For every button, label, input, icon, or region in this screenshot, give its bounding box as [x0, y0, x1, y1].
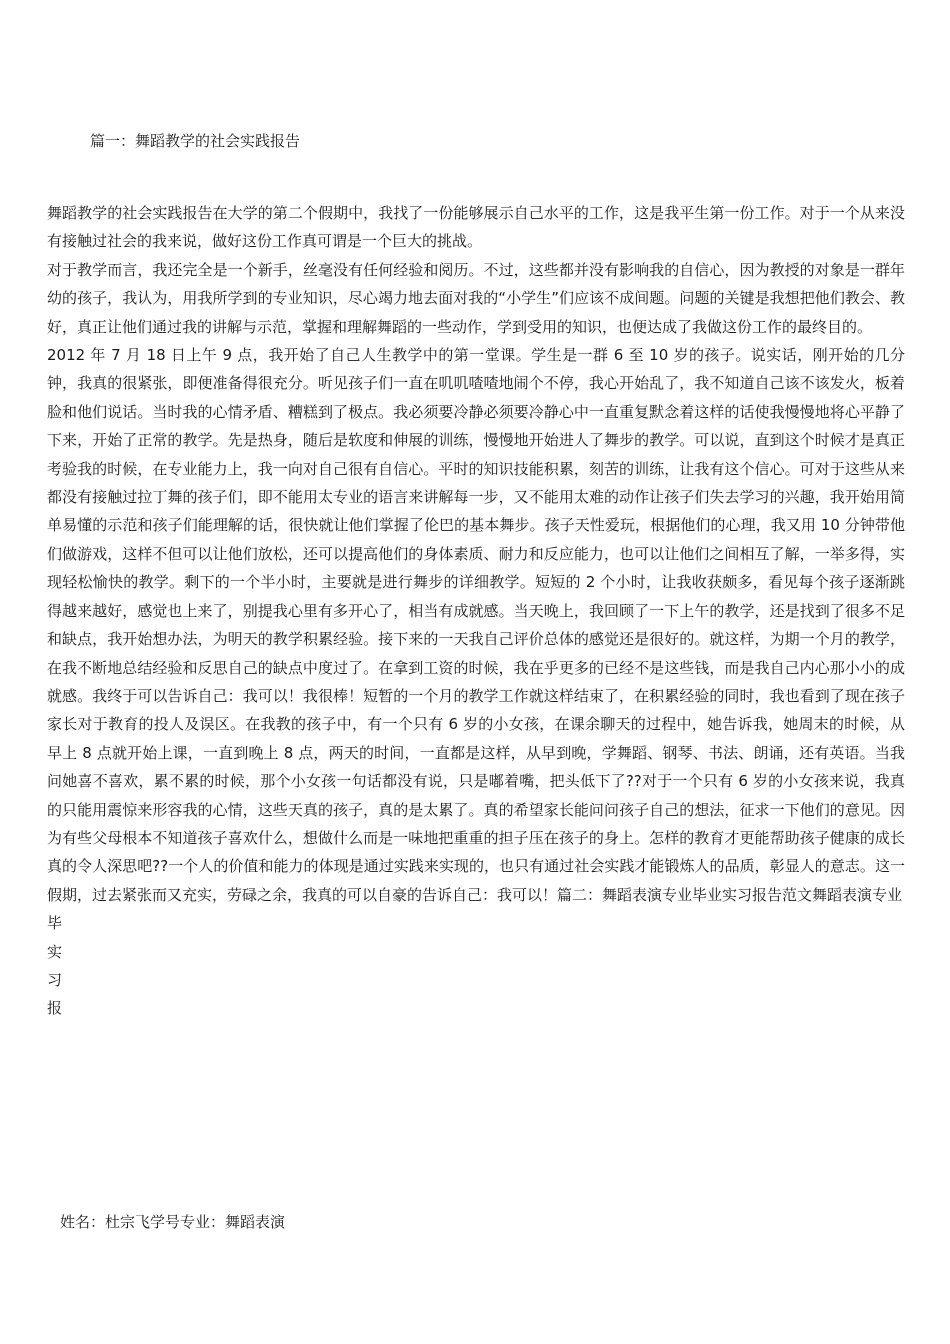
- document-title: 篇一：舞蹈教学的社会实践报告: [90, 132, 301, 150]
- vertical-char: 毕: [47, 914, 63, 933]
- paragraph-intro: 舞蹈教学的社会实践报告在大学的第二个假期中，我找了一份能够展示自己水平的工作，这是我平生第一份工作。对于一个从来没有接触过社会的我来说，做好这份工作真可谓是一个巨大的挑战。: [47, 204, 905, 251]
- document-body: [47, 199, 905, 1023]
- footer-info: 姓名：杜宗飞学号专业：舞蹈表演: [60, 1213, 286, 1231]
- vertical-char: 实: [47, 942, 63, 961]
- vertical-char: 报: [47, 999, 63, 1018]
- vertical-char: 习: [47, 970, 63, 989]
- paragraph-first-class: 2012 年 7 月 18 日上午 9 点，我开始了自己人生教学中的第一堂课。学生是一群 6 至 10 岁的孩子。说实话，刚开始的几分钟，我真的很紧张，即便准备得很充分。听见孩子们一直在叽叽喳喳地闹个不停，我心开始乱了，我不知道自己该不该发火，板着脸和他们说话。当时我的心情矛盾、糟糕到了极点。我必须要冷静必须要冷静心中一直重复默念着这样的话使我慢慢地将心平静了下来，开始了正常的教学。先是热身，随后是软度和伸展的训练，慢慢地开始进人了舞步的教学。可以说，直到这个时候才是真正考验我的时候，在专业能力上，我一向对自己很有自信心。平时的知识技能积累，刻苦的训练，让我有这个信心。可对于这些从来都没有接触过拉丁舞的孩子们，即不能用太专业的语言来讲解每一步，又不能用太难的动作让孩子们失去学习的兴趣，我开始用简单易懂的示范和孩子们能理解的话，很快就让他们掌握了伦巴的基本舞步。孩子天性爱玩，根据他们的心理，我又用 10 分钟带他们做游戏，这样不但可以让他们放松，还可以提高他们的身体素质、耐力和反应能力，也可以让他们之间相互了解，一举多得，实现轻松愉快的教学。剩下的一个半小时，主要就是进行舞步的详细教学。短短的 2 个小时，让我收获颇多，看见每个孩子逐渐跳得越来越好，感觉也上来了，别提我心里有多开心了，相当有成就感。当天晚上，我回顾了一下上午的教学，还是找到了很多不足和缺点，我开始想办法，为明天的教学积累经验。接下来的一天我自己评价总体的感觉还是很好的。就这样，为期一个月的教学，在我不断地总结经验和反思自己的缺点中度过了。在拿到工资的时候，我在乎更多的已经不是这些钱，而是我自己内心那小小的成就感。我终于可以告诉自己：我可以！我很棒！短暂的一个月的教学工作就这样结束了，在积累经验的同时，我也看到了现在孩子家长对于教育的投人及误区。在我教的孩子中，有一个只有 6 岁的小女孩，在课余聊天的过程中，她告诉我，她周末的时候，从早上 8 点就开始上课，一直到晚上 8 点，两天的时间，一直都是这样，从早到晚，学舞蹈、钢琴、书法、朗诵，还有英语。当我问她喜不喜欢，累不累的时候，那个小女孩一句话都没有说，只是嘟着嘴，把头低下了??对于一个只有 6 岁的小女孩来说，我真的只能用震惊来形容我的心情，这些天真的孩子，真的是太累了。真的希望家长能问问孩子自己的想法，征求一下他们的意见。因为有些父母根本不知道孩子喜欢什么，想做什么而是一味地把重重的担子压在孩子的身上。怎样的教育才更能帮助孩子健康的成长真的令人深思吧??一个人的价值和能力的体现是通过实践来实现的，也只有通过社会实践才能锻炼人的品质，彰显人的意志。这一假期，过去紧张而又充实，劳碌之余，我真的可以自豪的告诉自己：我可以！篇二：舞蹈表演专业毕业实习报告范文舞蹈表演专业: [47, 346, 905, 904]
- vertical-text: [47, 909, 905, 1023]
- paragraph-teaching: 对于教学而言，我还完全是一个新手，丝毫没有任何经验和阅历。不过，这些都并没有影响我的自信心，因为教授的对象是一群年幼的孩子，我认为，用我所学到的专业知识，尽心竭力地去面对我的“小学生”们应该不成间题。问题的关键是我想把他们教会、教好，真正让他们通过我的讲解与示范，掌握和理解舞蹈的一些动作，学到受用的知识，也便达成了我做这份工作的最终目的。: [47, 260, 905, 336]
